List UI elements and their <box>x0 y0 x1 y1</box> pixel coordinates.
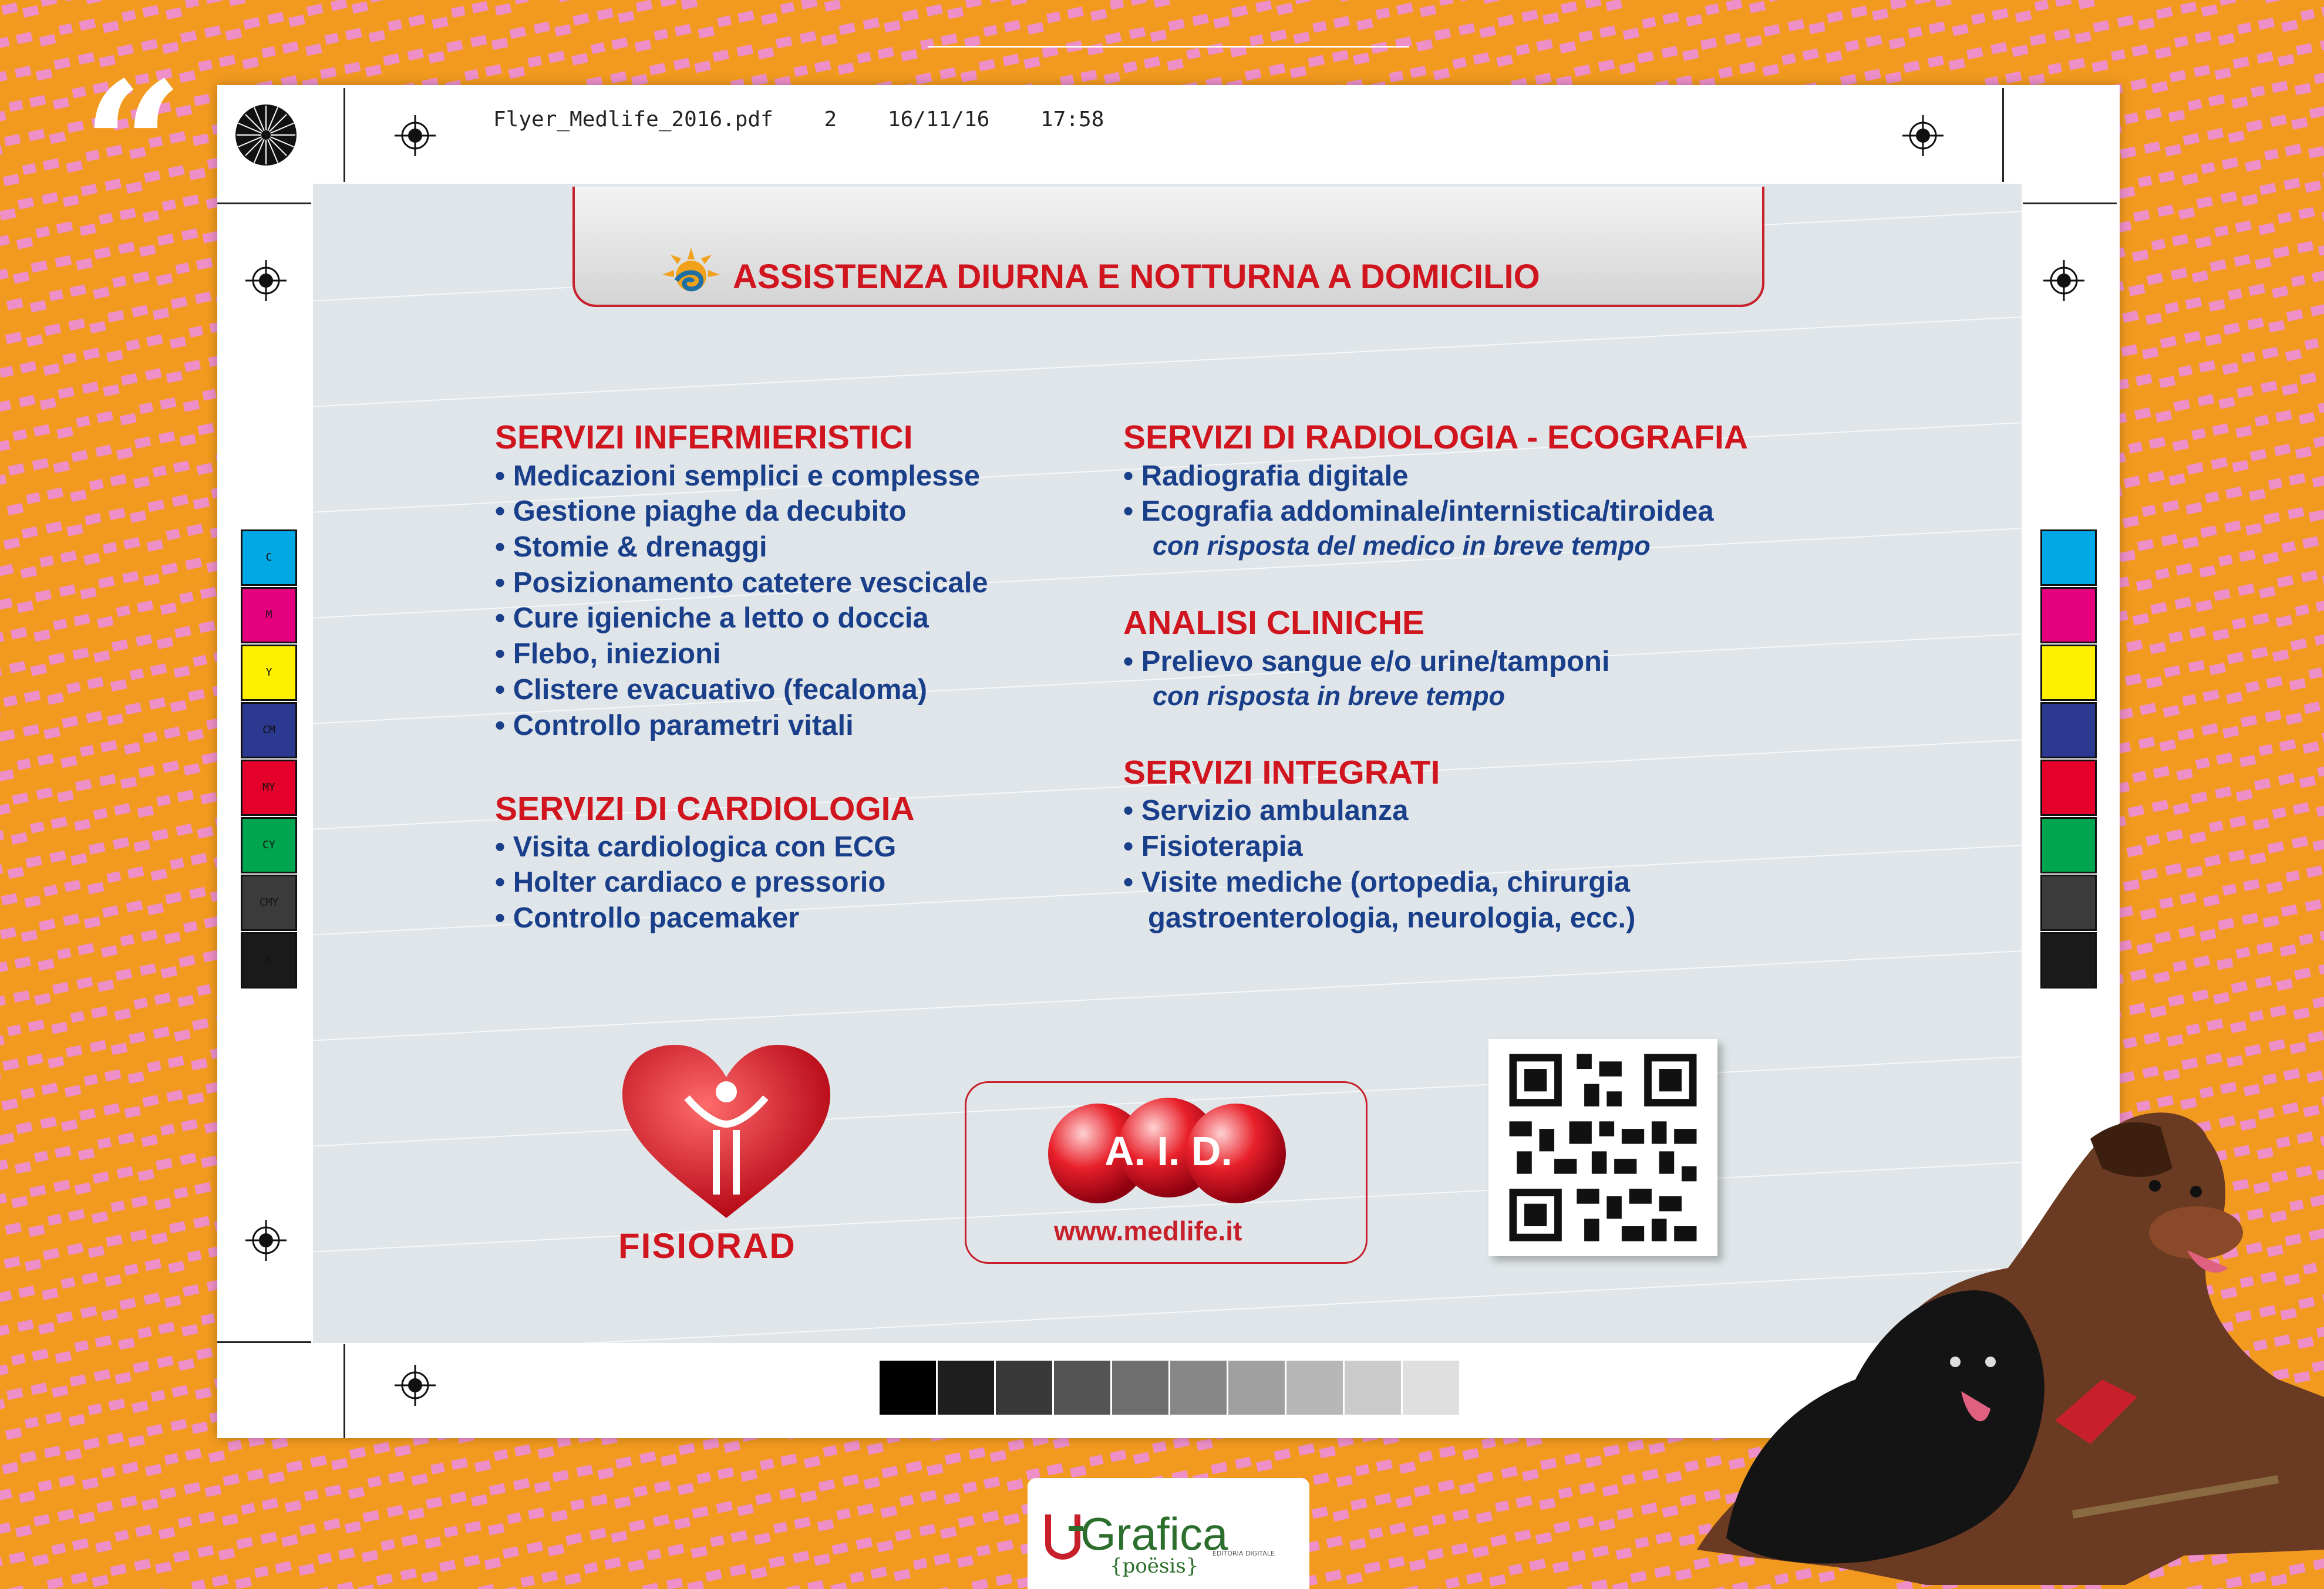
gray-patch <box>938 1361 994 1415</box>
gray-patch <box>1054 1361 1110 1415</box>
crop-line <box>217 1341 311 1343</box>
gray-patch <box>996 1361 1052 1415</box>
gray-patch <box>1345 1361 1401 1415</box>
gray-patch <box>1112 1361 1168 1415</box>
section-title-infermieristici: SERVIZI INFERMIERISTICI <box>495 419 913 456</box>
crop-line <box>2002 88 2004 182</box>
color-patch <box>2040 529 2097 586</box>
color-patch <box>2040 587 2097 643</box>
color-patch-my: MY <box>241 760 297 816</box>
crop-line <box>343 1344 345 1438</box>
slug-page: 2 <box>824 107 837 131</box>
grafica-logo-sub: {poësis} <box>1110 1554 1199 1578</box>
color-patch-cy: CY <box>241 817 297 873</box>
section-title-analisi: ANALISI CLINICHE <box>1123 604 1424 642</box>
list-item: • Controllo parametri vitali <box>495 710 854 741</box>
crop-line <box>2023 203 2117 204</box>
slug-date: 16/11/16 <box>887 107 990 131</box>
starburst-target-icon <box>234 103 298 167</box>
list-item: • Prelievo sangue e/o urine/tamponi <box>1123 646 1610 677</box>
color-patch <box>2040 645 2097 701</box>
crop-line <box>217 203 311 204</box>
fisiorad-heart-logo-icon <box>617 1042 837 1230</box>
qr-code-icon <box>1488 1039 1717 1256</box>
qr-code[interactable] <box>1488 1039 1717 1256</box>
color-patch-m: M <box>241 587 297 643</box>
list-item: • Radiografia digitale <box>1123 460 1409 492</box>
color-patch-c: C <box>241 529 297 586</box>
gray-patch <box>1403 1361 1459 1415</box>
list-item: • Clistere evacuativo (fecaloma) <box>495 674 928 706</box>
header-title: ASSISTENZA DIURNA E NOTTURNA A DOMICILIO <box>733 258 1540 296</box>
slug-time: 17:58 <box>1040 107 1104 131</box>
list-item: • Holter cardiaco e pressorio <box>495 866 886 898</box>
list-item: • Ecografia addominale/internistica/tiroidea <box>1123 495 1714 527</box>
list-item: gastroenterologia, neurologia, ecc.) <box>1148 902 1636 934</box>
list-item: • Posizionamento catetere vescicale <box>495 567 988 599</box>
section-title-cardiologia: SERVIZI DI CARDIOLOGIA <box>495 790 915 828</box>
section-title-radiologia: SERVIZI DI RADIOLOGIA - ECOGRAFIA <box>1123 419 1749 456</box>
open-quote-mark: “ <box>82 43 184 250</box>
grafica-logo-name: Grafica <box>1080 1508 1228 1560</box>
aid-text: A. I. D. <box>1104 1128 1232 1174</box>
list-item: • Fisioterapia <box>1123 831 1303 862</box>
registration-mark-icon <box>395 1365 436 1406</box>
list-item: • Servizio ambulanza <box>1123 795 1409 826</box>
color-patch-cmy: CMY <box>241 875 297 931</box>
registration-mark-icon <box>2043 260 2084 301</box>
list-item: • Stomie & drenaggi <box>495 531 767 563</box>
color-patch-k: K <box>241 932 297 989</box>
gray-patch <box>880 1361 936 1415</box>
registration-mark-icon <box>1902 115 1944 156</box>
dogs-illustration <box>1691 1104 2324 1589</box>
sun-wave-logo-icon <box>659 247 723 299</box>
slug-filename: Flyer_Medlife_2016.pdf <box>493 107 773 131</box>
registration-mark-icon <box>395 115 436 156</box>
list-item: • Flebo, iniezioni <box>495 638 721 670</box>
color-patch <box>2040 875 2097 931</box>
list-item: • Medicazioni semplici e complesse <box>495 460 980 492</box>
response-note: con risposta in breve tempo <box>1153 681 1505 711</box>
registration-mark-icon <box>245 1220 287 1261</box>
registration-mark-icon <box>245 260 287 301</box>
top-rule <box>928 46 1409 48</box>
grafica-logo-icon <box>1042 1509 1083 1561</box>
list-item: • Cure igieniche a letto o doccia <box>495 602 929 634</box>
response-note: con risposta del medico in breve tempo <box>1153 531 1651 561</box>
fisiorad-label: FISIORAD <box>618 1226 796 1266</box>
section-title-integrati: SERVIZI INTEGRATI <box>1123 754 1440 791</box>
print-slug <box>493 107 1104 131</box>
crop-line <box>343 88 345 182</box>
gray-patch <box>1286 1361 1343 1415</box>
gray-patch <box>1170 1361 1227 1415</box>
list-item: • Visita cardiologica con ECG <box>495 831 897 863</box>
grafica-logo-tag: EDITORIA DIGITALE <box>1212 1550 1275 1557</box>
color-patch <box>2040 932 2097 989</box>
color-patch <box>2040 817 2097 873</box>
website-url: www.medlife.it <box>1054 1216 1242 1246</box>
color-patch <box>2040 760 2097 816</box>
list-item: • Controllo pacemaker <box>495 902 800 934</box>
color-patch-y: Y <box>241 645 297 701</box>
aid-spheres-logo-icon <box>1045 1092 1292 1209</box>
list-item: • Gestione piaghe da decubito <box>495 495 907 527</box>
list-item: • Visite mediche (ortopedia, chirurgia <box>1123 866 1631 898</box>
color-patch-cm: CM <box>241 702 297 758</box>
gray-patch <box>1228 1361 1285 1415</box>
color-patch <box>2040 702 2097 758</box>
